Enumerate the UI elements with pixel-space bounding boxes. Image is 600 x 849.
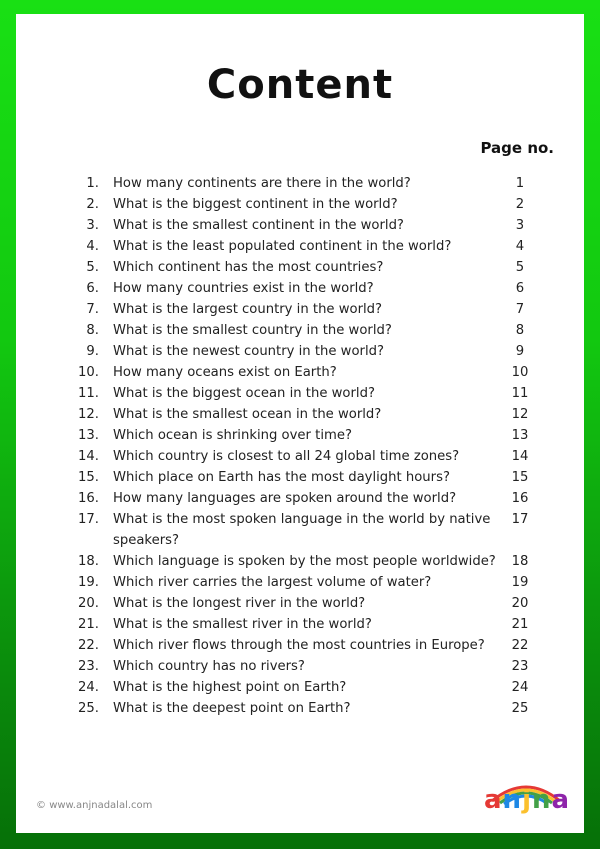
toc-row[interactable] [72, 551, 572, 572]
toc-item-question: What is the deepest point on Earth? [113, 701, 351, 716]
toc-row[interactable] [72, 257, 572, 278]
toc-item-page: 20 [511, 596, 529, 611]
toc-item-question: How many languages are spoken around the world? [113, 491, 457, 506]
toc-item-number: 22. [78, 638, 99, 653]
toc-row[interactable] [72, 404, 572, 425]
toc-item-question: What is the smallest continent in the world? [113, 218, 404, 233]
toc-item-page: 22 [511, 638, 529, 653]
toc-item-page: 11 [511, 386, 529, 401]
toc-item-question: Which river flows through the most countries in Europe? [113, 638, 485, 653]
toc-row[interactable] [72, 572, 572, 593]
toc-row[interactable] [72, 614, 572, 635]
toc-item-page: 4 [515, 239, 525, 254]
toc-item-page: 9 [515, 344, 525, 359]
toc-item-number: 10. [78, 365, 99, 380]
toc-item-number: 5. [86, 260, 99, 275]
toc-item-number: 7. [86, 302, 99, 317]
toc-row[interactable] [72, 488, 572, 509]
toc-item-page: 7 [515, 302, 525, 317]
page-title: Content [206, 62, 394, 108]
toc-row[interactable] [72, 278, 572, 299]
toc-item-question: What is the largest country in the world? [113, 302, 383, 317]
page-number-header: Page no. [480, 139, 554, 157]
copyright-icon: © [36, 800, 46, 811]
toc-item-question: Which language is spoken by the most people worldwide? [113, 554, 496, 569]
toc-item-question: Which ocean is shrinking over time? [113, 428, 352, 443]
toc-item-number: 1. [86, 176, 99, 191]
toc-row[interactable] [72, 341, 572, 362]
toc-item-number: 6. [86, 281, 99, 296]
toc-item-question: What is the least populated continent in the world? [113, 239, 452, 254]
footer [36, 800, 152, 811]
toc-row[interactable] [72, 467, 572, 488]
toc-item-question: Which place on Earth has the most daylight hours? [113, 470, 450, 485]
toc-item-page: 21 [511, 617, 529, 632]
toc-item-page: 14 [511, 449, 529, 464]
toc-item-number: 20. [78, 596, 99, 611]
toc-row[interactable] [72, 236, 572, 257]
toc-row[interactable] [72, 593, 572, 614]
toc-item-number: 14. [78, 449, 99, 464]
toc-item-question: Which country is closest to all 24 global time zones? [113, 449, 460, 464]
toc-row[interactable] [72, 320, 572, 341]
toc-row[interactable] [72, 299, 572, 320]
toc-item-number: 24. [78, 680, 99, 695]
toc-row[interactable] [72, 194, 572, 215]
toc-item-page: 15 [511, 470, 529, 485]
toc-item-number: 19. [78, 575, 99, 590]
toc-item-number: 23. [78, 659, 99, 674]
toc-row[interactable] [72, 362, 572, 383]
toc-row[interactable] [72, 425, 572, 446]
toc-item-page: 16 [511, 491, 529, 506]
toc-row[interactable] [72, 635, 572, 656]
toc-item-page: 6 [515, 281, 525, 296]
toc-item-question: How many oceans exist on Earth? [113, 365, 337, 380]
toc-item-number: 12. [78, 407, 99, 422]
toc-item-number: 11. [78, 386, 99, 401]
toc-item-question: How many continents are there in the world? [113, 176, 411, 191]
toc-item-question: Which country has no rivers? [113, 659, 305, 674]
toc-item-page: 5 [515, 260, 525, 275]
toc-row[interactable] [72, 383, 572, 404]
toc-item-page: 12 [511, 407, 529, 422]
anjna-logo [484, 775, 571, 819]
toc-item-page: 25 [511, 701, 529, 716]
toc-item-page: 23 [511, 659, 529, 674]
toc-item-question: Which river carries the largest volume of water? [113, 575, 432, 590]
toc-row[interactable] [72, 698, 572, 719]
logo-text: anjna [484, 785, 571, 815]
toc-item-number: 2. [86, 197, 99, 212]
toc-item-page: 17 [511, 512, 529, 527]
website-link[interactable]: www.anjnadalal.com [49, 800, 153, 811]
toc-item-question: What is the biggest continent in the world? [113, 197, 398, 212]
toc-item-page: 8 [515, 323, 525, 338]
toc-row[interactable] [72, 215, 572, 236]
toc-item-question: What is the biggest ocean in the world? [113, 386, 375, 401]
toc-item-number: 17. [78, 512, 99, 527]
toc-item-page: 13 [511, 428, 529, 443]
toc-item-question: Which continent has the most countries? [113, 260, 384, 275]
toc-item-question: What is the smallest country in the world? [113, 323, 392, 338]
toc-item-number: 15. [78, 470, 99, 485]
toc-item-number: 4. [86, 239, 99, 254]
toc-row[interactable] [72, 656, 572, 677]
toc-row[interactable] [72, 509, 572, 551]
toc-item-question: What is the newest country in the world? [113, 344, 384, 359]
toc-row[interactable] [72, 446, 572, 467]
toc-item-number: 13. [78, 428, 99, 443]
toc-item-number: 21. [78, 617, 99, 632]
toc-row[interactable] [72, 173, 572, 194]
toc-item-page: 1 [515, 176, 525, 191]
toc-item-page: 24 [511, 680, 529, 695]
toc-item-question: What is the most spoken language in the world by native speakers? [113, 512, 491, 548]
toc-item-page: 10 [511, 365, 529, 380]
toc-item-page: 18 [511, 554, 529, 569]
toc-item-page: 2 [515, 197, 525, 212]
toc-row[interactable] [72, 677, 572, 698]
table-of-contents [72, 173, 572, 719]
toc-item-number: 18. [78, 554, 99, 569]
toc-item-question: What is the smallest river in the world? [113, 617, 372, 632]
toc-item-number: 8. [86, 323, 99, 338]
toc-item-page: 3 [515, 218, 525, 233]
toc-item-number: 25. [78, 701, 99, 716]
toc-item-page: 19 [511, 575, 529, 590]
toc-item-question: What is the highest point on Earth? [113, 680, 347, 695]
content-page [16, 14, 584, 833]
toc-item-question: How many countries exist in the world? [113, 281, 374, 296]
toc-item-question: What is the longest river in the world? [113, 596, 366, 611]
toc-item-number: 3. [86, 218, 99, 233]
toc-item-question: What is the smallest ocean in the world? [113, 407, 382, 422]
toc-item-number: 16. [78, 491, 99, 506]
toc-item-number: 9. [86, 344, 99, 359]
